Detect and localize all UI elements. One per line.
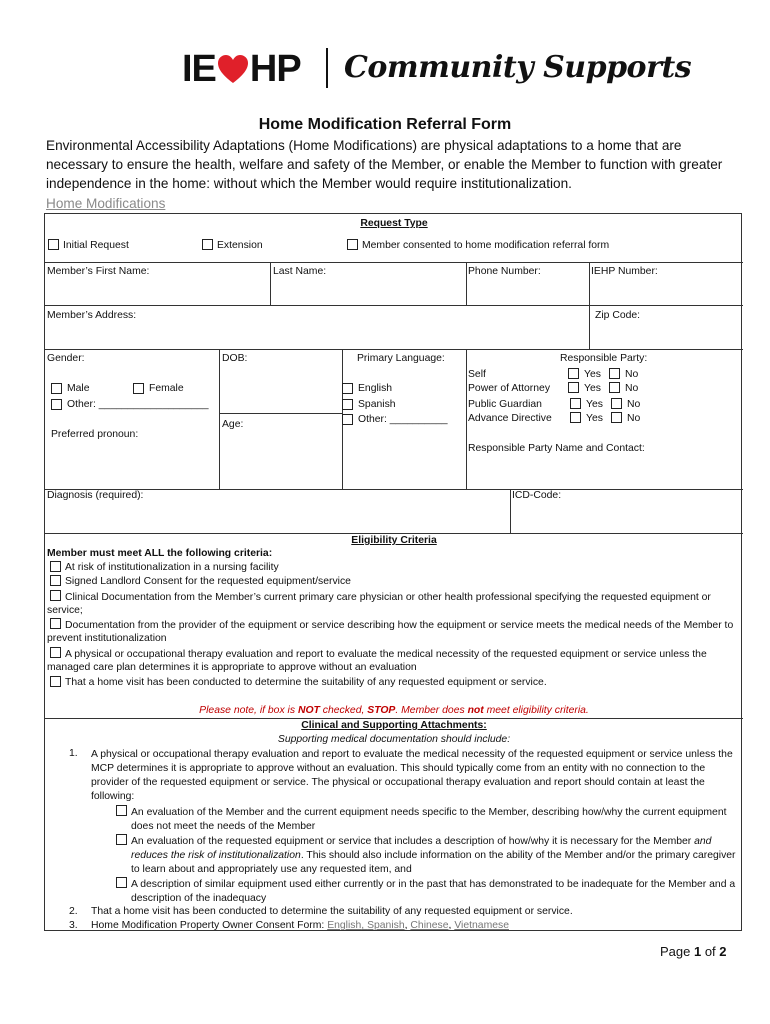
yes-label: Yes <box>584 383 601 394</box>
criteria-item: Documentation from the provider of the equipment or service describing how the equipment or service meets the medical needs of the Member to prevent institutionalization <box>47 620 734 644</box>
no-label: No <box>625 383 639 394</box>
spanish-checkbox[interactable] <box>342 399 353 410</box>
first-name-field[interactable]: Member’s First Name: <box>47 266 150 277</box>
language-other-checkbox[interactable] <box>342 414 353 425</box>
criteria-item: Signed Landlord Consent for the requested equipment/service <box>65 576 351 587</box>
initial-request-checkbox[interactable] <box>48 239 59 250</box>
consent-form-spanish-link[interactable]: Spanish <box>367 920 405 931</box>
criteria-checkbox-6[interactable] <box>50 676 61 687</box>
divider <box>45 305 743 306</box>
eligibility-warning: Please note, if box is NOT checked, STOP. Member does not meet eligibility criteria. <box>199 705 589 716</box>
no-label: No <box>627 399 641 410</box>
yes-label: Yes <box>586 399 603 410</box>
party-guardian-no-checkbox[interactable] <box>611 398 622 409</box>
extension-checkbox[interactable] <box>202 239 213 250</box>
clinical-item-1: A physical or occupational therapy evaluation and report to evaluate the medical necessity of the requested equipment or service unless the MCP determines it is appropriate to approve without an evaluation. This should typically come from an entity with no connection to the provider of the requested equipment or service. The physical or occupational therapy evaluation and report should contain at least the following: <box>91 749 733 802</box>
divider <box>45 489 743 490</box>
page-number: Page 1 of 2 <box>660 944 727 959</box>
party-advance-no-checkbox[interactable] <box>611 412 622 423</box>
party-guardian-yes-checkbox[interactable] <box>570 398 581 409</box>
clinical-sub-checkbox-c[interactable] <box>116 877 127 888</box>
party-poa-yes-checkbox[interactable] <box>568 382 579 393</box>
initial-request-label: Initial Request <box>63 240 129 251</box>
primary-language-label: Primary Language: <box>357 353 445 364</box>
logo-text-ie: IE <box>182 48 216 90</box>
spanish-label: Spanish <box>358 399 396 410</box>
criteria-checkbox-2[interactable] <box>50 575 61 586</box>
divider <box>45 533 743 534</box>
party-poa-label: Power of Attorney <box>468 383 551 394</box>
eligibility-intro: Member must meet ALL the following criteria: <box>47 548 273 559</box>
iehp-number-field[interactable]: IEHP Number: <box>591 266 658 277</box>
heart-icon <box>217 54 249 86</box>
member-consent-checkbox[interactable] <box>347 239 358 250</box>
party-self-no-checkbox[interactable] <box>609 368 620 379</box>
yes-label: Yes <box>586 413 603 424</box>
criteria-item: A physical or occupational therapy evaluation and report to evaluate the medical necessity of the requested equipment or service unless the managed care plan determines it is appropriate to approve without an evaluation <box>47 649 707 673</box>
divider <box>219 413 342 414</box>
party-self-label: Self <box>468 369 486 380</box>
responsible-party-contact-field[interactable]: Responsible Party Name and Contact: <box>468 443 645 454</box>
request-type-header: Request Type <box>360 218 428 229</box>
extension-label: Extension <box>217 240 263 251</box>
party-self-yes-checkbox[interactable] <box>568 368 579 379</box>
clinical-sub-item-c: A description of similar equipment used either currently or in the past that has demonstrated to be inadequate for the Member and a description of the inadequacy <box>131 879 736 904</box>
male-checkbox[interactable] <box>51 383 62 394</box>
clinical-item-3: Home Modification Property Owner Consent Form: English, Spanish, Chinese, Vietnamese <box>91 920 509 931</box>
intro-paragraph: Environmental Accessibility Adaptations (Home Modifications) are physical adaptations to a home that are necessary to ensure the health, welfare and safety of the Member, or enable the Member to function with greater independence in the home: without which the Member would require institutionalization. <box>46 138 723 191</box>
gender-other-field[interactable]: Other: ___________________ <box>67 399 209 410</box>
consent-form-vietnamese-link[interactable]: Vietnamese <box>454 920 509 931</box>
clinical-sub-item-b: An evaluation of the requested equipment or service that includes a description of how/why it is necessary for the Member and reduces the risk of institutionalization. This should also include information on the ability of the Member and/or the primary caregiver to learn about and appropriately use any requested item, and <box>131 836 736 875</box>
english-checkbox[interactable] <box>342 383 353 394</box>
logo-program-name: Community Supports <box>344 50 692 85</box>
consent-form-english-link[interactable]: English <box>327 920 362 931</box>
party-poa-no-checkbox[interactable] <box>609 382 620 393</box>
gender-label: Gender: <box>47 353 85 364</box>
female-checkbox[interactable] <box>133 383 144 394</box>
yes-label: Yes <box>584 369 601 380</box>
no-label: No <box>625 369 639 380</box>
page-title: Home Modification Referral Form <box>258 116 512 133</box>
gender-other-checkbox[interactable] <box>51 399 62 410</box>
divider <box>45 349 743 350</box>
logo-text-hp: HP <box>249 48 301 90</box>
no-label: No <box>627 413 641 424</box>
clinical-header: Clinical and Supporting Attachments: <box>301 720 487 731</box>
consent-form-chinese-link[interactable]: Chinese <box>410 920 449 931</box>
address-field[interactable]: Member’s Address: <box>47 310 137 321</box>
clinical-sub-checkbox-b[interactable] <box>116 834 127 845</box>
english-label: English <box>358 383 393 394</box>
zip-code-field[interactable]: Zip Code: <box>595 310 641 321</box>
clinical-sub-checkbox-a[interactable] <box>116 805 127 816</box>
phone-number-field[interactable]: Phone Number: <box>468 266 541 277</box>
divider <box>466 349 467 489</box>
member-consent-label: Member consented to home modification referral form <box>362 240 610 251</box>
divider <box>270 262 271 305</box>
clinical-sub-item-a: An evaluation of the Member and the current equipment needs specific to the Member, describing how/why the current equipment does not meet the needs of the Member <box>131 807 727 832</box>
divider <box>45 718 743 719</box>
female-label: Female <box>149 383 184 394</box>
preferred-pronoun-field[interactable]: Preferred pronoun: <box>51 429 139 440</box>
icd-code-field[interactable]: ICD-Code: <box>512 490 562 501</box>
divider <box>219 349 220 489</box>
party-advance-directive-label: Advance Directive <box>468 413 552 424</box>
eligibility-header: Eligibility Criteria <box>351 535 437 546</box>
referral-form-table <box>44 213 742 931</box>
logo-divider <box>326 48 328 88</box>
list-number: 3. <box>69 920 78 931</box>
divider <box>45 262 743 263</box>
diagnosis-field[interactable]: Diagnosis (required): <box>47 490 144 501</box>
divider <box>466 262 467 305</box>
dob-field[interactable]: DOB: <box>222 353 248 364</box>
clinical-subheader: Supporting medical documentation should include: <box>277 734 511 745</box>
criteria-item: At risk of institutionalization in a nursing facility <box>65 562 279 573</box>
clinical-item-2: That a home visit has been conducted to determine the suitability of any requested equipment or service. <box>91 906 573 917</box>
list-number: 1. <box>69 748 78 759</box>
criteria-item: Clinical Documentation from the Member’s current primary care physician or other health professional specifying the requested equipment or service; <box>47 592 711 616</box>
list-number: 2. <box>69 906 78 917</box>
criteria-item: That a home visit has been conducted to determine the suitability of any requested equipment or service. <box>65 677 547 688</box>
divider <box>510 489 511 533</box>
male-label: Male <box>67 383 90 394</box>
age-field[interactable]: Age: <box>222 419 244 430</box>
party-advance-yes-checkbox[interactable] <box>570 412 581 423</box>
last-name-field[interactable]: Last Name: <box>273 266 327 277</box>
language-other-field[interactable]: Other: __________ <box>358 414 448 425</box>
home-modifications-link[interactable]: Home Modifications <box>46 196 166 211</box>
party-guardian-label: Public Guardian <box>468 399 542 410</box>
responsible-party-label: Responsible Party: <box>560 353 648 364</box>
criteria-checkbox-1[interactable] <box>50 561 61 572</box>
